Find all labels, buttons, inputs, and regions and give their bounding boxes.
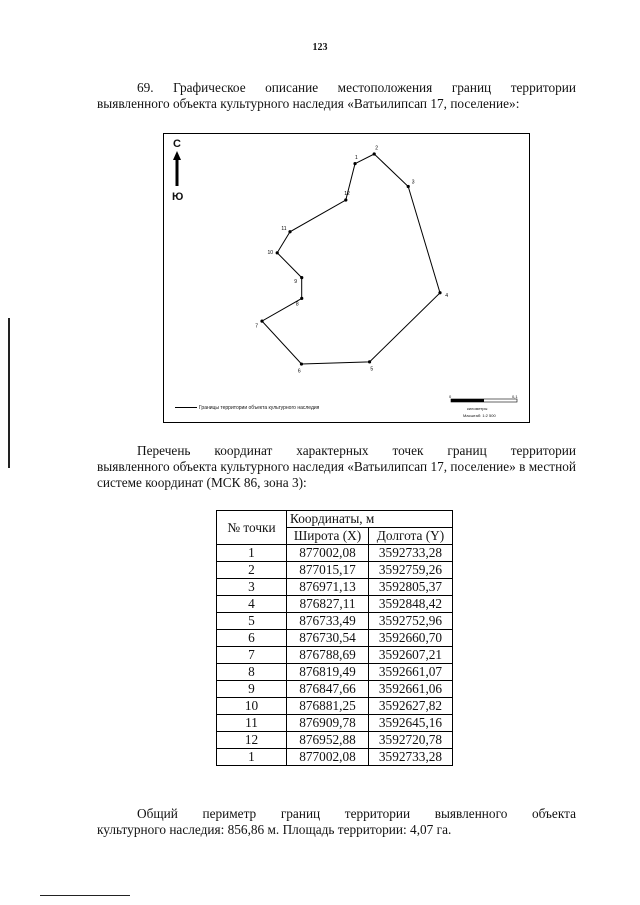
cell-point: 6 bbox=[217, 630, 287, 647]
point-label-6: 6 bbox=[297, 368, 301, 375]
table-row bbox=[217, 749, 453, 766]
header-point: № точки bbox=[217, 511, 287, 545]
point-label-10: 10 bbox=[267, 250, 274, 257]
table-row bbox=[217, 545, 453, 562]
cell-lon: 3592607,21 bbox=[369, 647, 453, 664]
boundary-point-9 bbox=[300, 276, 303, 279]
coords-intro bbox=[97, 443, 576, 491]
cell-lat: 877015,17 bbox=[287, 562, 369, 579]
point-label-1: 1 bbox=[355, 154, 358, 161]
scale-zero: 0 bbox=[449, 394, 452, 399]
table-row bbox=[217, 715, 453, 732]
point-label-2: 2 bbox=[375, 145, 379, 152]
cell-lat: 877002,08 bbox=[287, 545, 369, 562]
cell-lat: 877002,08 bbox=[287, 749, 369, 766]
cell-lat: 876730,54 bbox=[287, 630, 369, 647]
cell-lat: 876819,49 bbox=[287, 664, 369, 681]
scale-max: 0,1 bbox=[512, 394, 518, 399]
boundary-point-12 bbox=[344, 198, 347, 201]
cell-lon: 3592752,96 bbox=[369, 613, 453, 630]
cell-point: 4 bbox=[217, 596, 287, 613]
boundary-point-11 bbox=[288, 230, 291, 233]
header-coords: Координаты, м bbox=[287, 511, 453, 528]
section-heading-line1: 69. Графическое описание местоположения границ территории bbox=[137, 80, 576, 95]
boundary-point-7 bbox=[260, 320, 263, 323]
map-drawing bbox=[164, 134, 529, 422]
cell-point: 1 bbox=[217, 545, 287, 562]
boundary-point-6 bbox=[300, 362, 303, 365]
scan-edge-mark bbox=[8, 318, 10, 468]
cell-point: 2 bbox=[217, 562, 287, 579]
boundary-point-2 bbox=[373, 152, 376, 155]
summary-line1: Общий периметр границ территории выявленного объекта bbox=[137, 806, 576, 821]
header-lon: Долгота (Y) bbox=[369, 528, 453, 545]
cell-point: 1 bbox=[217, 749, 287, 766]
cell-lon: 3592627,82 bbox=[369, 698, 453, 715]
north-label: С bbox=[173, 138, 181, 150]
coords-intro-rest: выявленного объекта культурного наследия «Ватьилипсап 17, поселение» в местной системе координат (МСК 86, зона 3): bbox=[97, 459, 576, 490]
boundary-point-4 bbox=[438, 291, 441, 294]
legend-line-icon bbox=[175, 407, 197, 408]
cell-lon: 3592661,07 bbox=[369, 664, 453, 681]
cell-lon: 3592733,28 bbox=[369, 545, 453, 562]
scale-bar bbox=[451, 399, 517, 402]
cell-lat: 876827,11 bbox=[287, 596, 369, 613]
scale-unit: километры bbox=[467, 406, 488, 411]
cell-lat: 876881,25 bbox=[287, 698, 369, 715]
summary bbox=[97, 806, 576, 838]
page-number: 123 bbox=[312, 42, 328, 53]
section-heading bbox=[97, 80, 576, 112]
table-row bbox=[217, 664, 453, 681]
point-label-11: 11 bbox=[281, 226, 287, 233]
cell-lon: 3592661,06 bbox=[369, 681, 453, 698]
boundary-point-3 bbox=[407, 185, 410, 188]
table-row bbox=[217, 579, 453, 596]
table-row bbox=[217, 630, 453, 647]
boundary-map bbox=[163, 133, 530, 423]
point-label-7: 7 bbox=[255, 323, 259, 330]
boundary-point-8 bbox=[300, 297, 303, 300]
cell-lat: 876733,49 bbox=[287, 613, 369, 630]
point-label-4: 4 bbox=[445, 292, 449, 299]
cell-lon: 3592645,16 bbox=[369, 715, 453, 732]
cell-point: 5 bbox=[217, 613, 287, 630]
legend-text: Границы территории объекта культурного наследия bbox=[199, 405, 320, 411]
scale-label: Масштаб: 1:2 500 bbox=[463, 413, 496, 418]
table-row bbox=[217, 698, 453, 715]
cell-lat: 876847,66 bbox=[287, 681, 369, 698]
point-label-3: 3 bbox=[411, 179, 415, 186]
cell-lon: 3592660,70 bbox=[369, 630, 453, 647]
cell-point: 9 bbox=[217, 681, 287, 698]
cell-point: 8 bbox=[217, 664, 287, 681]
cell-lat: 876788,69 bbox=[287, 647, 369, 664]
cell-lat: 876952,88 bbox=[287, 732, 369, 749]
table-row bbox=[217, 681, 453, 698]
cell-lon: 3592720,78 bbox=[369, 732, 453, 749]
table-row bbox=[217, 562, 453, 579]
section-heading-line2: выявленного объекта культурного наследия «Ватьилипсап 17, поселение»: bbox=[97, 96, 520, 111]
coordinates-table bbox=[216, 510, 453, 766]
point-label-8: 8 bbox=[295, 301, 299, 308]
summary-line2: культурного наследия: 856,86 м. Площадь территории: 4,07 га. bbox=[97, 822, 452, 837]
cell-point: 11 bbox=[217, 715, 287, 732]
table-row bbox=[217, 732, 453, 749]
boundary-point-10 bbox=[276, 251, 279, 254]
header-lat: Широта (X) bbox=[287, 528, 369, 545]
table-row bbox=[217, 647, 453, 664]
cell-lat: 876909,78 bbox=[287, 715, 369, 732]
map-legend bbox=[175, 405, 319, 411]
scan-bottom-mark bbox=[40, 895, 130, 896]
south-label: Ю bbox=[172, 191, 184, 203]
cell-lon: 3592848,42 bbox=[369, 596, 453, 613]
table-row bbox=[217, 596, 453, 613]
boundary-point-1 bbox=[353, 162, 356, 165]
cell-point: 3 bbox=[217, 579, 287, 596]
cell-point: 12 bbox=[217, 732, 287, 749]
table-row bbox=[217, 613, 453, 630]
cell-lon: 3592759,26 bbox=[369, 562, 453, 579]
point-label-9: 9 bbox=[294, 279, 298, 286]
point-label-5: 5 bbox=[370, 366, 374, 373]
cell-lon: 3592805,37 bbox=[369, 579, 453, 596]
cell-lat: 876971,13 bbox=[287, 579, 369, 596]
cell-lon: 3592733,28 bbox=[369, 749, 453, 766]
cell-point: 7 bbox=[217, 647, 287, 664]
cell-point: 10 bbox=[217, 698, 287, 715]
boundary-point-5 bbox=[368, 360, 371, 363]
point-label-12: 12 bbox=[344, 191, 350, 198]
coords-intro-line1: Перечень координат характерных точек границ территории bbox=[137, 443, 576, 458]
north-arrow-icon bbox=[173, 151, 181, 186]
